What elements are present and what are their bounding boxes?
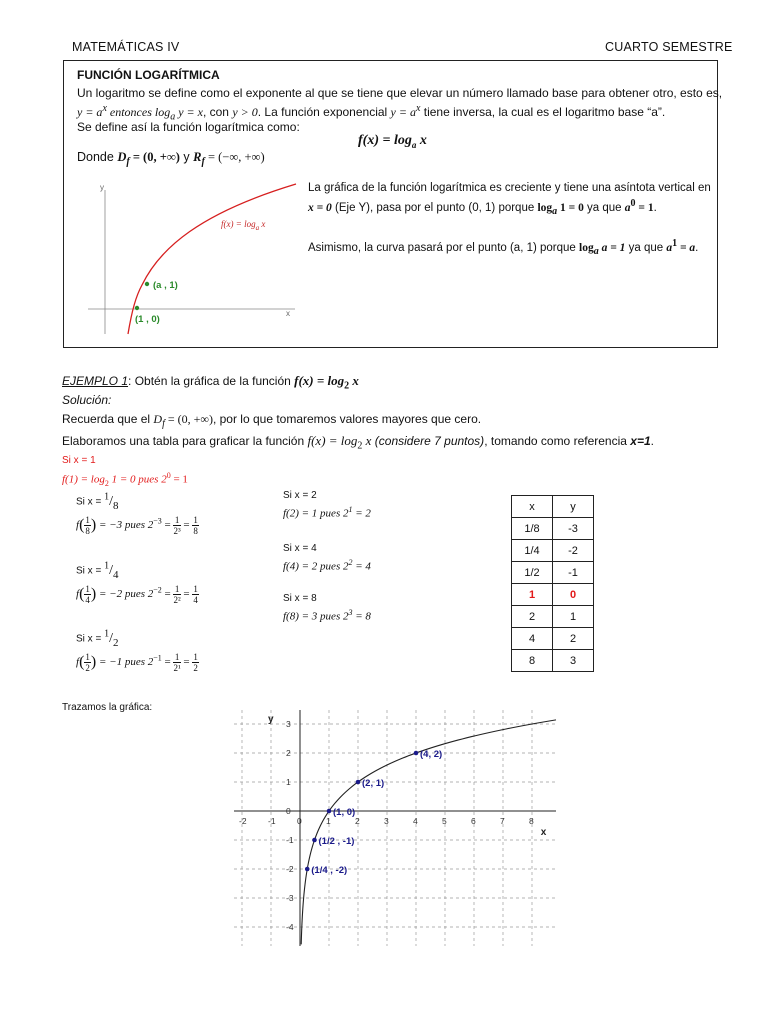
x-tick-label: 4 [413,816,418,826]
x-axis-label: x [540,827,547,838]
header-semester: CUARTO SEMESTRE [605,40,733,54]
definition-line-1: Un logaritmo se define como el exponente al que se tiene que elevar un número llamado base para obtener otro, esto es, [77,86,723,100]
def-y-label: y [100,183,104,192]
red-case-f1: $f(1) = \log_2 1 = 0$ pues $2^0 = 1$ [62,471,188,488]
y-tick-label: 2 [286,748,291,758]
chart-point [414,751,419,756]
example-title: EJEMPLO 1: Obtén la gráfica de la función $f(x) = \log_2 x$ [62,373,359,392]
case-left-2-eq: f( $\frac{1}{4}$ ) = −2 pues $2^{-2}$ = $\frac{1}{\text{2²}}$ = $\frac{1}{4}$ [76,584,198,606]
x-tick-label: 7 [500,816,505,826]
case-right-3: Si x = 8 f(8) = 3 pues $2^3 = 8$ [283,593,371,623]
case-right-2: Si x = 4 f(4) = 2 pues $2^2 = 4$ [283,543,371,573]
graph-description-2: x = 0 (Eje Y), pasa por el punto (0, 1) porque $\log_a 1 = 0$ ya que $a^0 = 1$. [308,198,657,218]
red-case-x1: Si x = 1 [62,455,96,466]
x-tick-label: 0 [297,816,302,826]
x-tick-label: 5 [442,816,447,826]
chart-point [327,809,332,814]
case-left-1 [76,491,199,536]
case-right-1: Si x = 2 f(2) = 1 pues $2^1 = 2$ [283,490,371,520]
x-tick-label: -1 [268,816,276,826]
chart-ticks [239,719,534,932]
solution-label: Solución: [62,393,112,407]
definition-title: FUNCIÓN LOGARÍTMICA [77,68,220,82]
def-log-curve [128,184,296,334]
case-left-1-eq: f( $\frac{1}{8}$ ) = −3 pues $2^{-3}$ = $\frac{1}{\text{2³}}$ = $\frac{1}{8}$ [76,515,198,537]
chart-axes [234,710,556,946]
table-row-highlight: 1 0 [512,584,594,606]
definition-line-2: $y = a^x$ entonces $\log_a y = x$, con y > 0. La función exponencial $y = a^x$ tiene inversa, la cual es el logaritmo base “a”. [77,103,666,123]
definition-graph [80,178,300,338]
x-tick-label: 6 [471,816,476,826]
example-line-1: Recuerda que el $D_f = (0$, +∞), por lo que tomaremos valores mayores que cero. [62,412,482,430]
example-line-2: Elaboramos una tabla para graficar la función $f(x) = \log_2 x$ (considere 7 puntos), tomando como referencia x=1. [62,433,654,452]
graph-intro: Trazamos la gráfica: [62,702,153,713]
y-tick-label: 0 [286,806,291,816]
point-a-label: (a , 1) [153,280,178,291]
y-tick-label: -2 [286,864,294,874]
chart-point-label: (1, 0) [333,807,356,818]
chart-point-label: (4, 2) [420,749,443,760]
y-tick-label: 1 [286,777,291,787]
header-subject: MATEMÁTICAS IV [72,40,180,54]
def-x-label: x [286,309,290,318]
chart-point-label: (2, 1) [362,778,385,789]
table-header-row [512,496,594,518]
y-tick-label: 3 [286,719,291,729]
chart-grid [234,710,556,946]
case-left-3 [76,628,199,673]
point-one-marker [135,306,139,310]
domain-range-line: Donde $D_f = (0$, +∞) y $R_f$ = (−∞, +∞) [77,150,265,168]
values-table [511,495,594,672]
table-row: 8 3 [512,650,594,672]
table-header-x: x [512,496,553,518]
case-left-3-eq: f( $\frac{1}{2}$ ) = −1 pues $2^{-1}$ = $\frac{1}{\text{2¹}}$ = $\frac{1}{2}$ [76,652,198,674]
case-left-2-si: Si $x = ^1/_4$ [76,560,119,581]
chart-point [305,867,310,872]
table-row: 1/2 -1 [512,562,594,584]
chart-point-label: (1/2 , -1) [318,836,355,847]
definition-line-3: Se define así la función logarítmica como: [77,120,300,134]
y-tick-label: -3 [286,893,294,903]
x-tick-label: -2 [239,816,247,826]
chart-point [312,838,317,843]
x-tick-label: 1 [326,816,331,826]
y-tick-label: -1 [286,835,294,845]
point-a-marker [145,282,149,286]
case-left-2 [76,560,199,605]
graph-description-1: La gráfica de la función logarítmica es creciente y tiene una asíntota vertical en [308,182,711,194]
table-row: 1/4 -2 [512,540,594,562]
table-row: 2 1 [512,606,594,628]
y-tick-label: -4 [286,922,294,932]
log2-chart [230,706,560,950]
y-axis-label: y [268,714,274,725]
chart-points [305,749,442,876]
table-row: 4 2 [512,628,594,650]
table-row: 1/8 -3 [512,518,594,540]
case-left-1-si: Si $x = ^1/_8$ [76,491,119,512]
case-left-3-si: Si $x = ^1/_2$ [76,628,119,649]
x-tick-label: 3 [384,816,389,826]
chart-point-label: (1/4 , -2) [311,865,348,876]
x-tick-label: 2 [355,816,360,826]
table-header-y: y [553,496,594,518]
def-curve-label: $f(x) = \log_a x$ [221,219,266,232]
graph-description-3: Asimismo, la curva pasará por el punto (a, 1) porque $\log_a a = 1$ ya que $a^1 = a$. [308,238,699,258]
x-tick-label: 8 [529,816,534,826]
point-one-label: (1 , 0) [135,314,160,325]
chart-point [356,780,361,785]
definition-formula: $f(x) = \log_a x$ [358,133,427,150]
